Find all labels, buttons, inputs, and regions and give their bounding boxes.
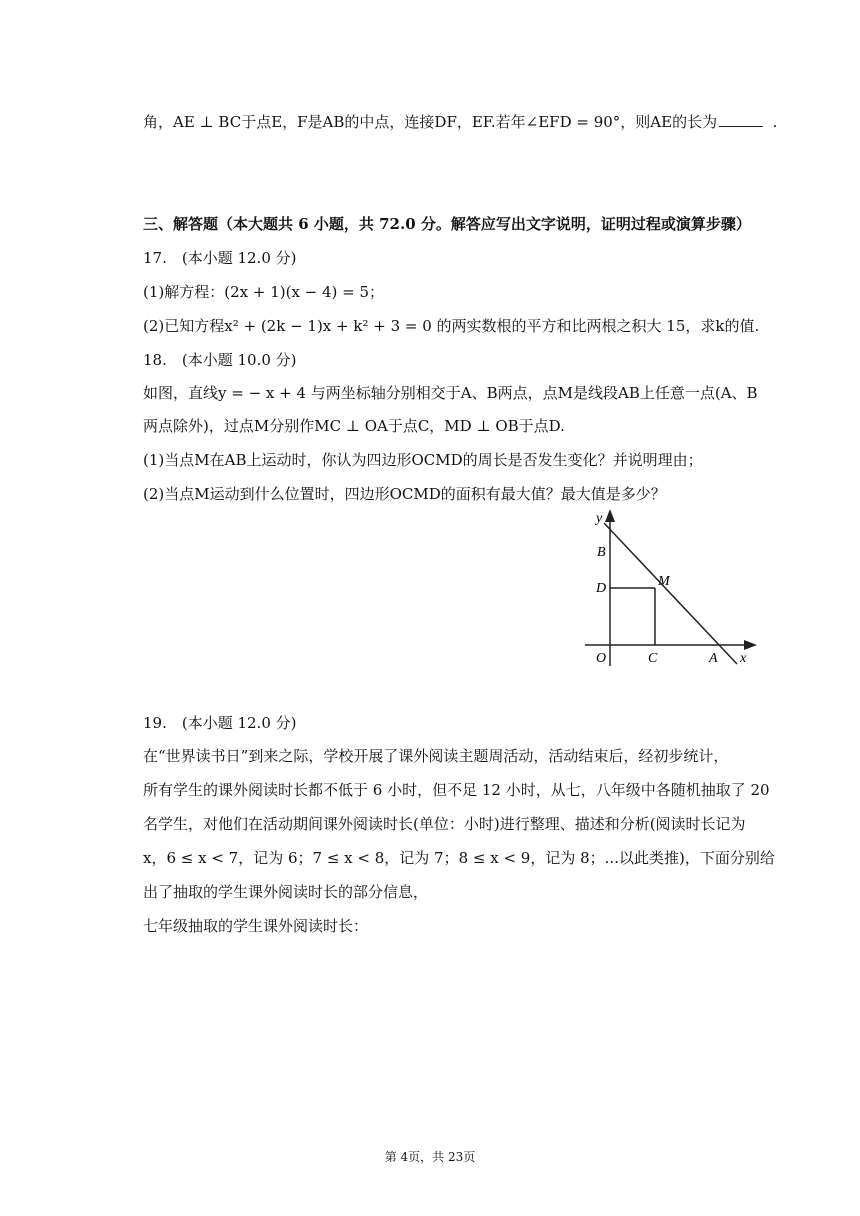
q17-part2: (2)已知方程x² + (2k − 1)x + k² + 3 = 0 的两实数根的平方和比两根之积大 15，求k的值. [143,317,760,335]
q18-part2: (2)当点M运动到什么位置时，四边形OCMD的面积有最大值？最大值是多少？ [143,485,666,503]
q18-header: 18. (本小题 10.0 分) [143,351,297,369]
q19-stem-line: 出了抽取的学生课外阅读时长的部分信息， [143,883,429,901]
y-axis-arrow [605,509,615,522]
line-ab [604,523,737,664]
q17-part1: (1)解方程：(2x + 1)(x − 4) = 5； [143,283,385,301]
q18-part1: (1)当点M在AB上运动时，你认为四边形OCMD的周长是否发生变化？并说明理由； [143,451,703,469]
prev-question-line [143,112,777,132]
label-y: y [596,511,603,526]
q19-stem-line: x，6 ≤ x < 7，记为 6；7 ≤ x < 8，记为 7；8 ≤ x < 9，记为 8；...以此类推)，下面分别给 [143,849,775,867]
label-x: x [740,651,747,666]
q19-stem-line: 在“世界读书日”到来之际，学校开展了课外阅读主题周活动，活动结束后，经初步统计， [143,747,729,765]
label-d: D [596,581,607,596]
q18-stem-line: 如图，直线y = − x + 4 与两坐标轴分别相交于A、B两点，点M是线段AB上任意一点(A、B [143,384,758,402]
q18-stem-line: 两点除外)，过点M分别作MC ⊥ OA于点C，MD ⊥ OB于点D. [143,417,565,435]
prev-question-text: 角，AE ⊥ BC于点E，F是AB的中点，连接DF，EF.若年∠EFD = 90°，则AE的长为 [143,113,718,131]
label-b: B [597,545,606,560]
section-heading: 三、解答题（本大题共 6 小题，共 72.0 分。解答应写出文字说明，证明过程或演算步骤） [143,215,751,233]
x-axis-arrow [744,640,757,650]
q19-stem-line: 所有学生的课外阅读时长都不低于 6 小时，但不足 12 小时，从七，八年级中各随机抽取了 20 [143,781,770,799]
label-a: A [709,651,718,666]
q19-stem-line: 名学生，对他们在活动期间课外阅读时长(单位：小时)进行整理、描述和分析(阅读时长记为 [143,815,746,833]
label-o: O [596,651,607,666]
page-footer: 第 4页，共 23页 [384,1150,476,1164]
prev-question-tail: . [772,113,778,131]
coordinate-figure [585,506,765,670]
label-m: M [658,574,670,589]
q19-sub: 七年级抽取的学生课外阅读时长： [143,917,369,935]
q17-header: 17. (本小题 12.0 分) [143,249,297,267]
label-c: C [648,651,658,666]
answer-blank [719,112,763,127]
q19-header: 19. (本小题 12.0 分) [143,714,297,732]
